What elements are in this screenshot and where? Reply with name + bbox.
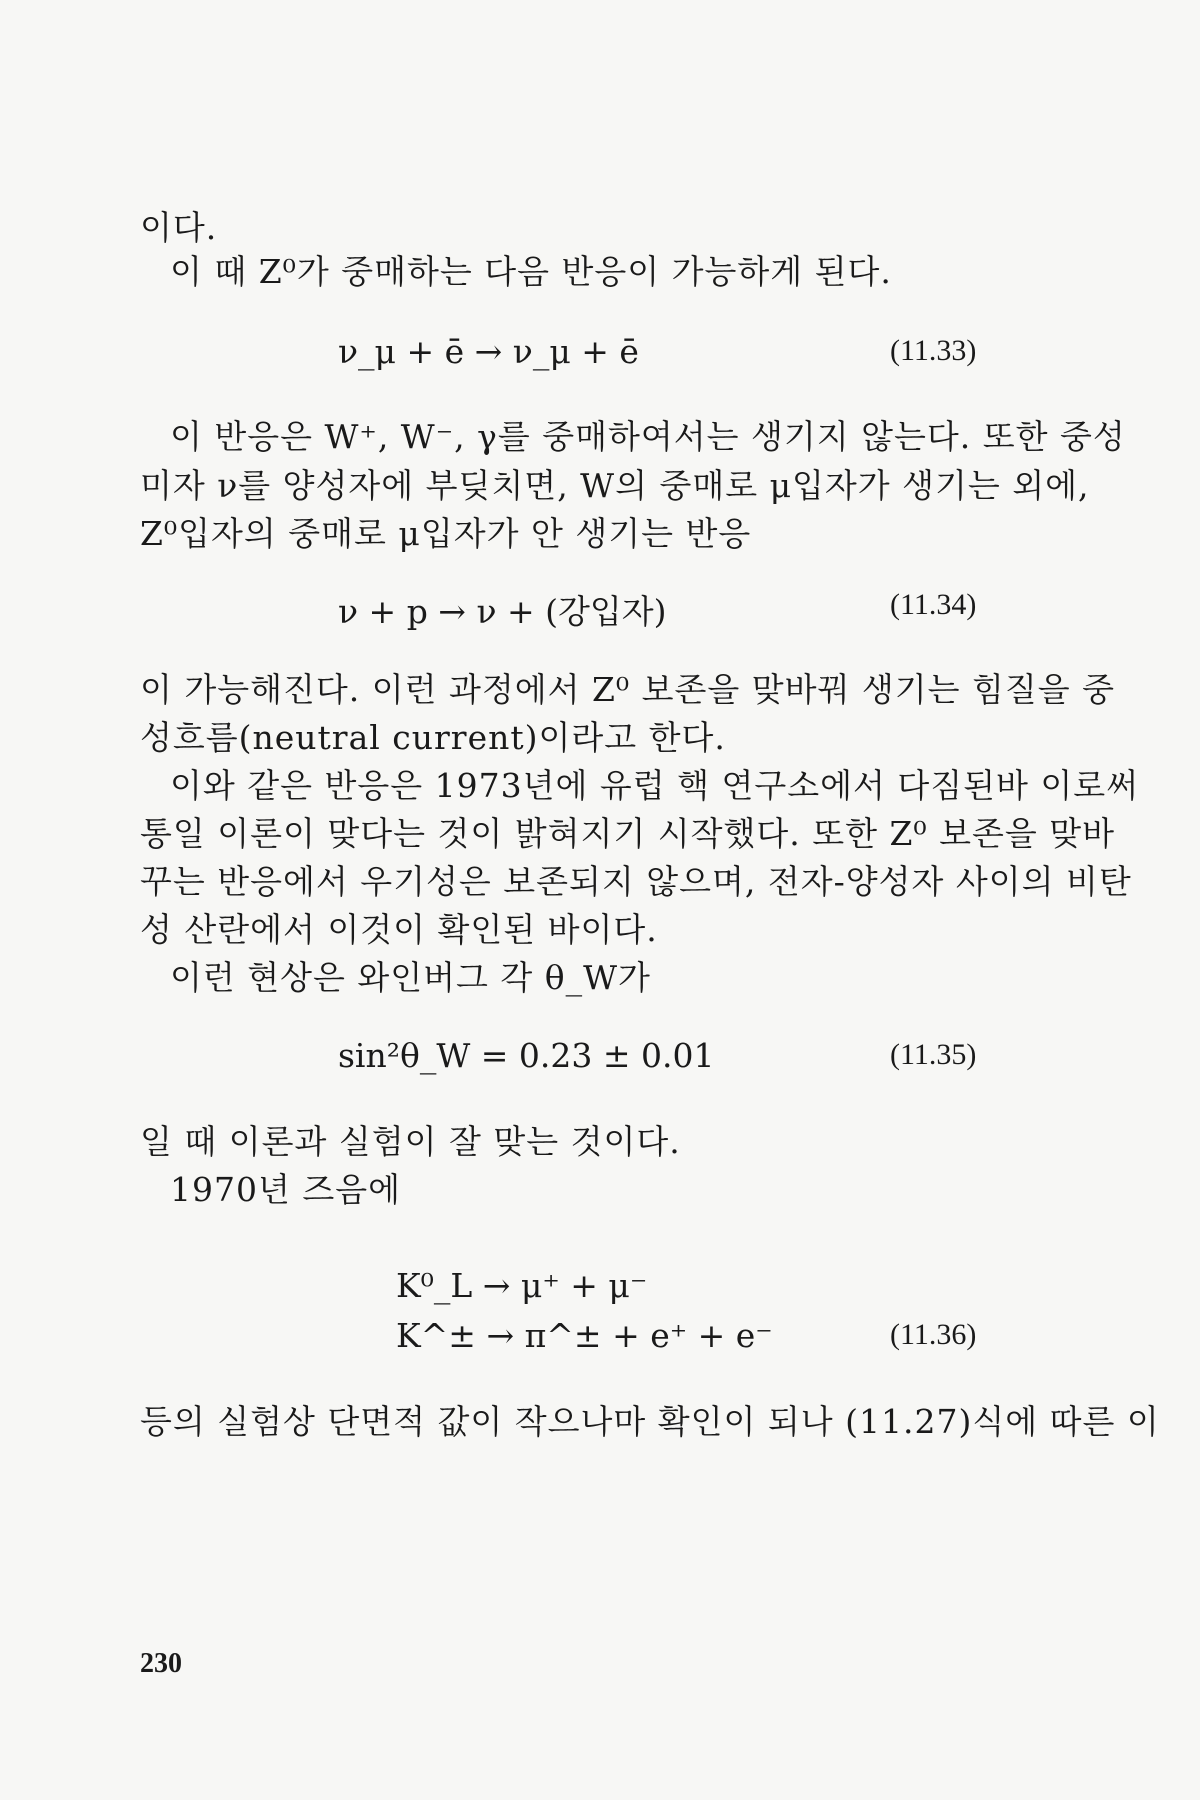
text-line: 이다. — [140, 208, 218, 247]
equation-number: (11.34) — [890, 588, 977, 621]
text-line: 이와 같은 반응은 1973년에 유럽 핵 연구소에서 다짐된바 이로써 — [170, 766, 1139, 805]
text-line: 등의 실험상 단면적 값이 작으나마 확인이 되나 (11.27)식에 따른 이 — [140, 1402, 1160, 1441]
equation-11-33: ν_μ + ē → ν_μ + ē — [338, 332, 639, 371]
equation-number: (11.36) — [890, 1318, 977, 1351]
text-line: Z⁰입자의 중매로 μ입자가 안 생기는 반응 — [140, 514, 752, 553]
text-line: 통일 이론이 맞다는 것이 밝혀지기 시작했다. 또한 Z⁰ 보존을 맞바 — [140, 814, 1116, 853]
text-line: 이 반응은 W⁺, W⁻, γ를 중매하여서는 생기지 않는다. 또한 중성 — [170, 417, 1126, 456]
text-line: 미자 ν를 양성자에 부딪치면, W의 중매로 μ입자가 생기는 외에, — [140, 466, 1090, 505]
text-line: 1970년 즈음에 — [170, 1170, 401, 1209]
text-line: 이 때 Z⁰가 중매하는 다음 반응이 가능하게 된다. — [170, 252, 892, 291]
equation-number: (11.33) — [890, 334, 977, 367]
equation-11-35: sin²θ_W = 0.23 ± 0.01 — [338, 1036, 715, 1075]
text-line: 성 산란에서 이것이 확인된 바이다. — [140, 910, 658, 949]
equation-11-36-line1: K⁰_L → μ⁺ + μ⁻ — [396, 1266, 648, 1305]
text-line: 일 때 이론과 실험이 잘 맞는 것이다. — [140, 1122, 681, 1161]
page-number: 230 — [140, 1648, 182, 1679]
text-line: 성흐름(neutral current)이라고 한다. — [140, 718, 726, 757]
text-line: 이런 현상은 와인버그 각 θ_W가 — [170, 958, 651, 997]
text-line: 이 가능해진다. 이런 과정에서 Z⁰ 보존을 맞바꿔 생기는 힘질을 중 — [140, 670, 1116, 709]
equation-11-34: ν + p → ν + (강입자) — [338, 592, 667, 631]
equation-11-36-line2: K^± → π^± + e⁺ + e⁻ — [396, 1316, 773, 1355]
text-line: 꾸는 반응에서 우기성은 보존되지 않으며, 전자-양성자 사이의 비탄 — [140, 862, 1132, 901]
equation-number: (11.35) — [890, 1038, 977, 1071]
